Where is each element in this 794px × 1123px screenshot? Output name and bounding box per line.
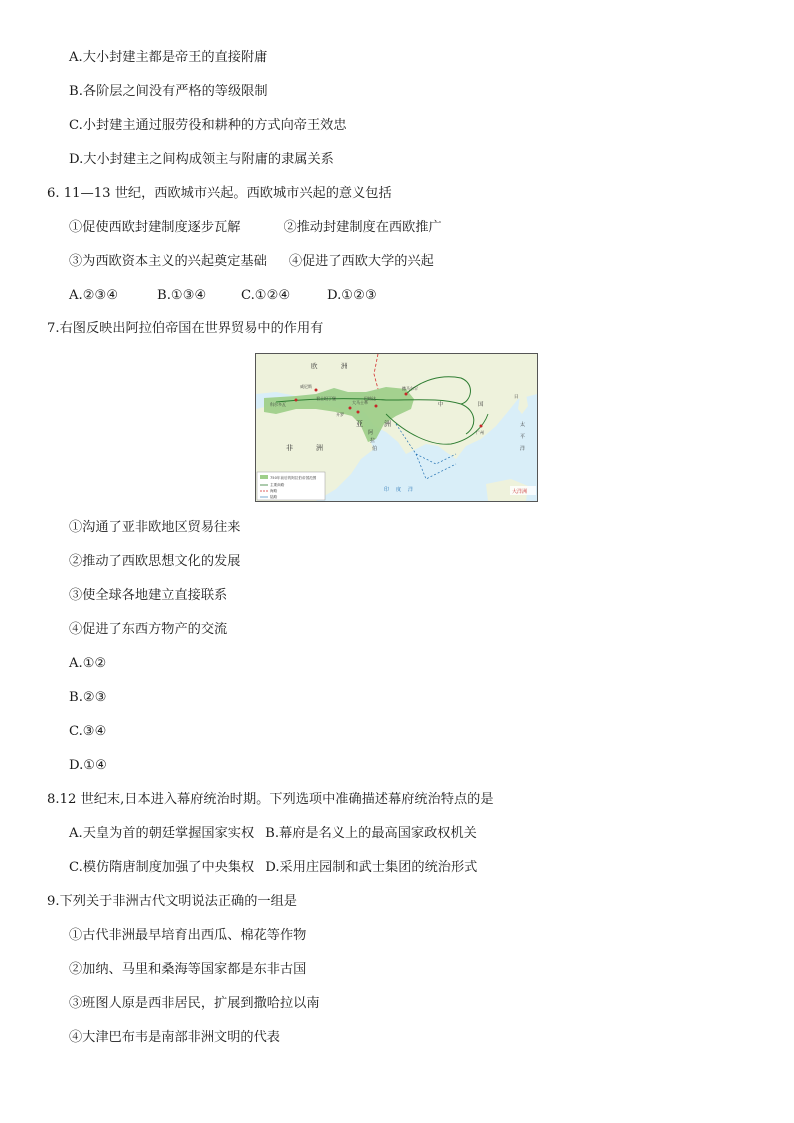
q8-option-b: B.幕府是名义上的最高国家政权机关 (265, 826, 477, 841)
q5-option-c: C.小封建主通过服劳役和耕种的方式向帝王效忠 (69, 118, 347, 133)
q6-option-a: A.②③④ (69, 288, 119, 303)
q9-statement-4: ④大津巴布韦是南部非洲文明的代表 (69, 1030, 280, 1045)
q6-statement-2: ②推动封建制度在西欧推广 (283, 220, 442, 235)
q8-option-a: A.天皇为首的朝廷掌握国家实权 (69, 826, 255, 841)
map-label-pacific-1: 太 (520, 422, 526, 428)
q8-option-d: D.采用庄园制和武士集团的统治形式 (265, 860, 478, 875)
map-label-oceania: 大洋洲 (512, 489, 528, 495)
map-label-arabia-3: 伯 (372, 446, 378, 452)
map-label-europe-2: 洲 (341, 362, 348, 370)
map-legend-sea: 海路 (270, 489, 278, 493)
q7-statement-1: ①沟通了亚非欧地区贸易往来 (69, 520, 241, 535)
map-label-pacific-2: 平 (520, 434, 526, 440)
q7-option-c: C.③④ (69, 724, 107, 739)
map-label-china-2: 国 (478, 402, 484, 408)
q7-statement-3: ③使全球各地建立直接联系 (69, 588, 228, 603)
map-city-cairo: 开罗 (336, 412, 344, 417)
map-legend-routes: 主要商路 (270, 483, 285, 487)
map-label-indian-3: 洋 (408, 487, 414, 493)
q6-statement-3: ③为西欧资本主义的兴起奠定基础 (69, 254, 267, 269)
map-city-samarkand: 撒马尔罕 (402, 386, 418, 391)
map-city-damascus: 大马士革 (352, 400, 368, 405)
q6-stem: 6. 11—13 世纪，西欧城市兴起。西欧城市兴起的意义包括 (47, 186, 392, 201)
q6-statement-4: ④促进了西欧大学的兴起 (288, 254, 434, 269)
map-city-guangzhou: 广州 (476, 430, 484, 435)
q8-stem: 8.12 世纪末,日本进入幕府统治时期。下列选项中准确描述幕府统治特点的是 (47, 792, 494, 807)
q7-option-b: B.②③ (69, 690, 107, 705)
q6-option-d: D.①②③ (327, 288, 377, 303)
q6-option-c: C.①②④ (241, 288, 291, 303)
map-label-indian-1: 印 (384, 487, 390, 493)
map-label-asia-2: 洲 (384, 420, 391, 428)
map-legend-empire: 750年前后的阿拉伯帝国范围 (270, 476, 317, 480)
q9-stem: 9.下列关于非洲古代文明说法正确的一组是 (47, 894, 297, 909)
q8-option-c: C.模仿隋唐制度加强了中央集权 (69, 860, 255, 875)
q7-statement-4: ④促进了东西方物产的交流 (69, 622, 228, 637)
q6-statements-row1 (69, 219, 442, 237)
map-label-indian-2: 度 (396, 487, 402, 493)
q7-stem: 7.右图反映出阿拉伯帝国在世界贸易中的作用有 (47, 321, 324, 336)
map-label-arabia-2: 拉 (370, 438, 376, 444)
q5-option-d: D.大小封建主之间构成领主与附庸的隶属关系 (69, 152, 334, 167)
q9-statement-2: ②加纳、马里和桑海等国家都是东非古国 (69, 962, 307, 977)
map-city-cordoba: 科尔多瓦 (270, 402, 286, 407)
map-label-china-1: 中 (438, 402, 444, 408)
q7-statement-2: ②推动了西欧思想文化的发展 (69, 554, 241, 569)
map-label-africa: 非 (286, 444, 293, 452)
map-city-baghdad: 巴格达 (364, 396, 376, 401)
q6-statement-1: ①促使西欧封建制度逐步瓦解 (69, 220, 241, 235)
map-label-asia: 亚 (356, 420, 363, 428)
map-legend-land: 陆路 (270, 495, 278, 499)
map-city-venice: 威尼斯 (300, 384, 312, 389)
map-city-constantinople: 君士坦丁堡 (316, 396, 336, 401)
map-label-europe: 欧 (311, 362, 318, 370)
q9-statement-3: ③班图人原是西非居民，扩展到撒哈拉以南 (69, 996, 320, 1011)
map-label-africa-2: 洲 (316, 444, 323, 452)
q8-options-row2 (69, 859, 477, 877)
map-label-pacific-3: 洋 (520, 446, 526, 452)
q7-option-a: A.①② (69, 656, 107, 671)
q5-option-b: B.各阶层之间没有严格的等级限制 (69, 84, 268, 99)
q7-option-d: D.①④ (69, 758, 107, 773)
arab-empire-trade-map (255, 353, 538, 502)
q6-option-b: B.①③④ (157, 288, 207, 303)
q6-statements-row2 (69, 253, 434, 271)
map-label-arabia-1: 阿 (368, 430, 374, 436)
q9-statement-1: ①古代非洲最早培育出西瓜、棉花等作物 (69, 928, 307, 943)
q5-option-a: A.大小封建主都是帝王的直接附庸 (69, 50, 268, 65)
q6-options (69, 287, 377, 305)
q8-options-row1 (69, 825, 477, 843)
map-label-japan: 日 (514, 395, 519, 400)
